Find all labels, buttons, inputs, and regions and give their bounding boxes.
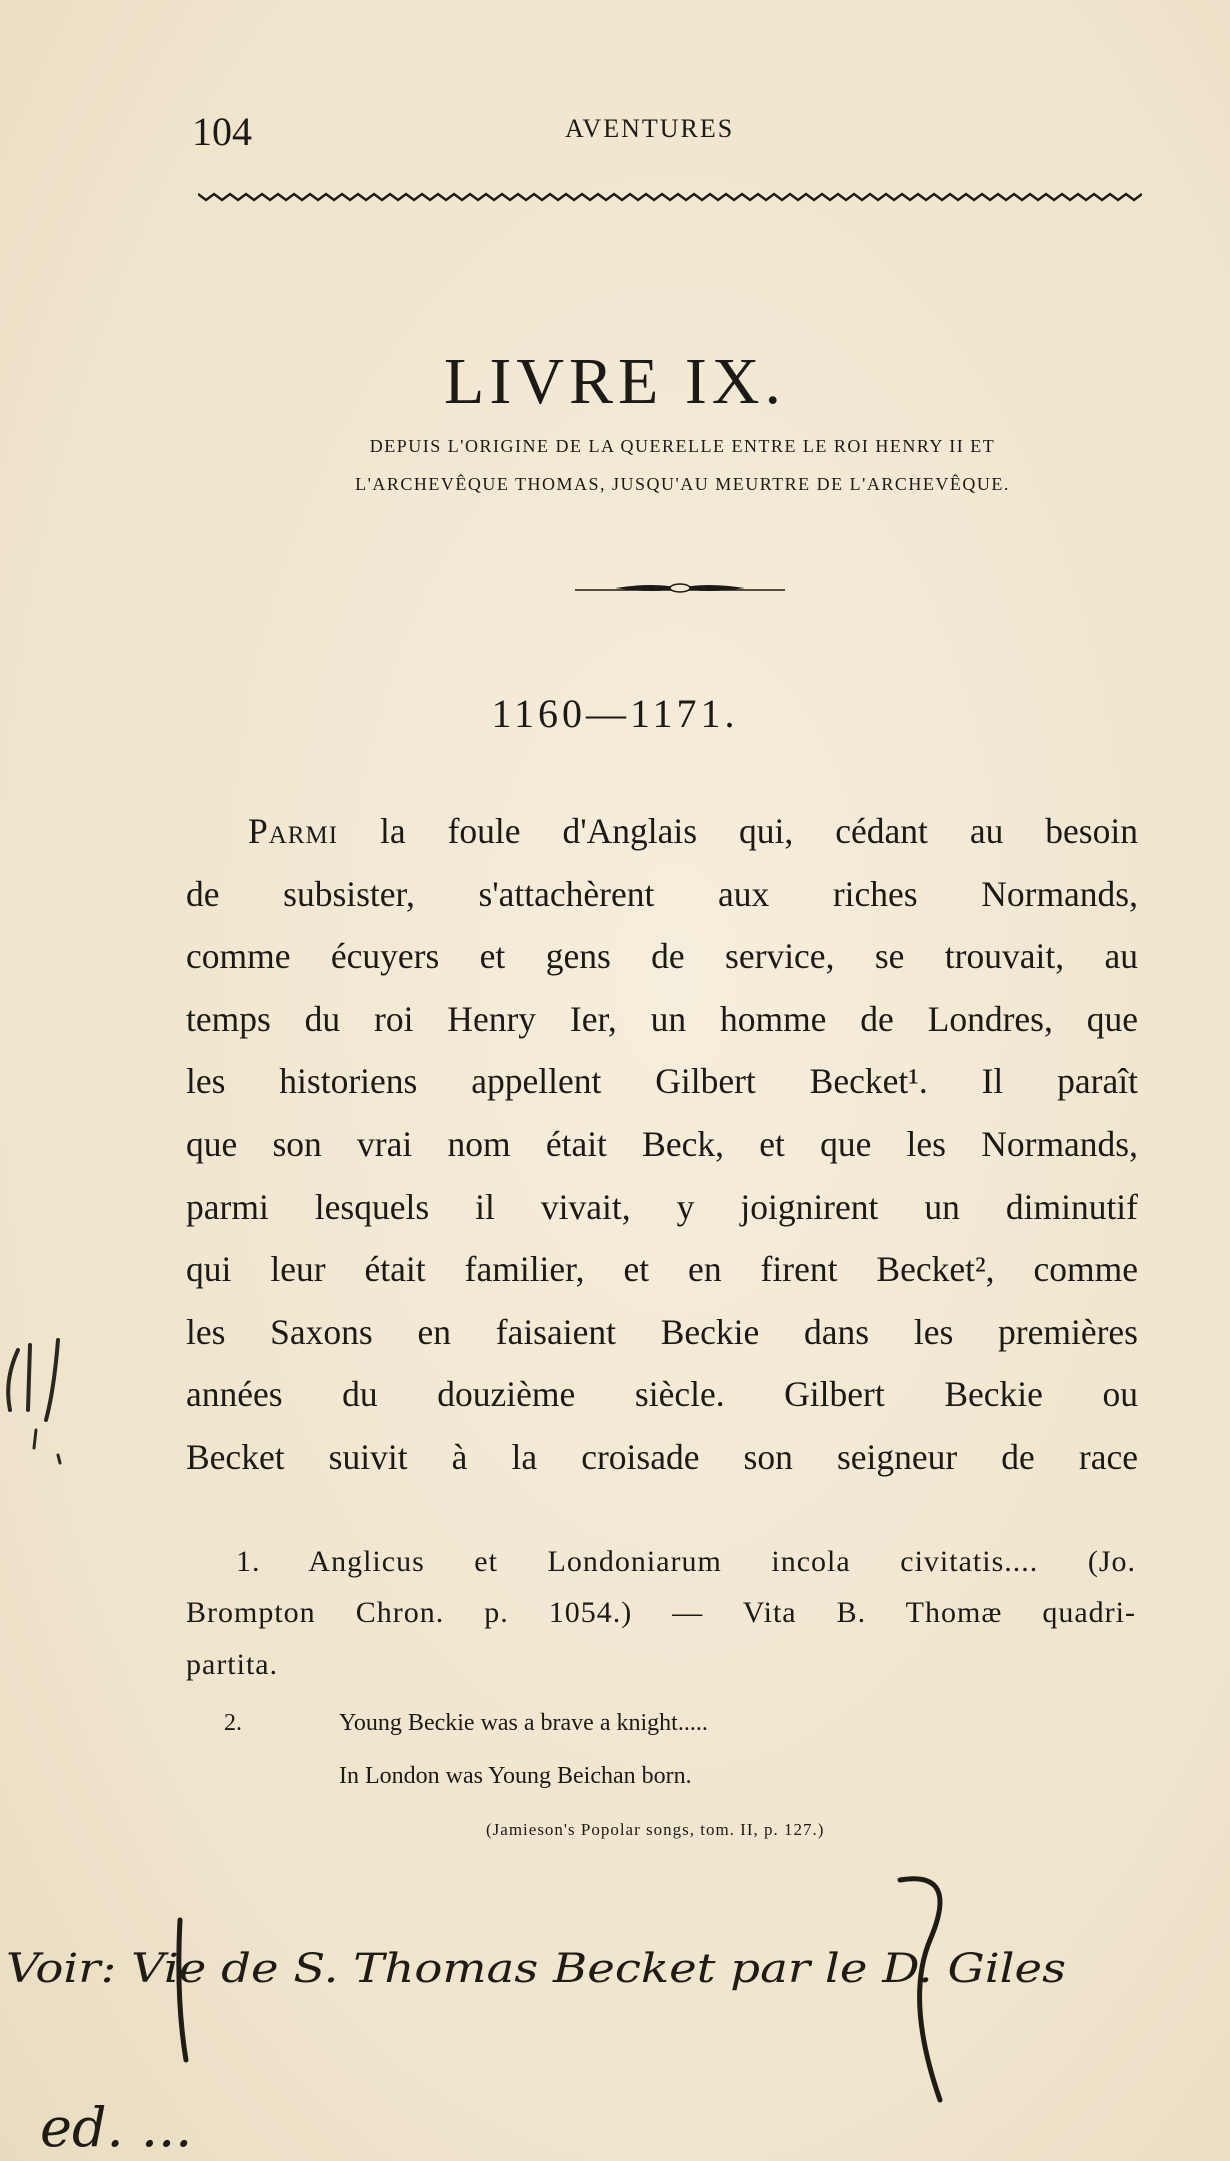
date-range: 1160—1171. <box>491 691 739 736</box>
running-head <box>0 108 1230 154</box>
page-number: 104 <box>192 109 252 154</box>
body-line <box>186 800 1138 863</box>
body-line: comme écuyers et gens de service, se trouvait, au <box>186 936 1138 977</box>
footnote-1-line-2: Brompton Chron. p. 1054.) — Vita B. Thomæ quadri- <box>186 1596 1136 1629</box>
lead-word: Parmi <box>248 811 339 851</box>
body-line: que son vrai nom était Beck, et que les Normands, <box>186 1123 1138 1164</box>
body-line: années du douzième siècle. Gilbert Beckie ou <box>186 1374 1138 1415</box>
body-line: qui leur était familier, et en firent Becket², comme <box>186 1249 1138 1290</box>
subtitle-line-1: DEPUIS L'ORIGINE DE LA QUERELLE ENTRE LE ROI HENRY II ET <box>369 436 996 456</box>
body-line: de subsister, s'attachèrent aux riches Normands, <box>186 873 1138 914</box>
handwriting-line-1: Voir: Vie de S. Thomas Becket par le D. Giles <box>6 1946 1066 1992</box>
body-line: les Saxons en faisaient Beckie dans les premières <box>186 1311 1138 1352</box>
ornament-divider <box>575 580 785 596</box>
footnote-2-verse-2: In London was Young Beichan born. <box>339 1763 692 1789</box>
running-title: AVENTURES <box>565 114 735 143</box>
footnote-1-line-1: 1. Anglicus et Londoniarum incola civitatis.... (Jo. <box>236 1545 1136 1578</box>
body-line-text: la foule d'Anglais qui, cédant au besoin <box>380 811 1138 851</box>
body-line: parmi lesquels il vivait, y joignirent un diminutif <box>186 1186 1138 1227</box>
footnote-2-line-1 <box>224 1710 708 1737</box>
body-line: Becket suivit à la croisade son seigneur de race <box>186 1436 1138 1477</box>
handwritten-annotation <box>0 1860 1230 2161</box>
footnote-1-line-3: partita. <box>186 1648 279 1681</box>
footnote-2-number: 2. <box>224 1710 242 1736</box>
body-line: les historiens appellent Gilbert Becket¹. Il paraît <box>186 1061 1138 1102</box>
book-title: LIVRE IX. <box>444 345 786 419</box>
footnote-2-verse-1: Young Beckie was a brave a knight..... <box>339 1710 708 1736</box>
margin-bracket-mark <box>0 1330 110 1490</box>
footnote-2-citation: (Jamieson's Popolar songs, tom. II, p. 127.) <box>486 1820 825 1839</box>
handwriting-line-2: ed. ... <box>40 2096 193 2159</box>
body-line: temps du roi Henry Ier, un homme de Londres, que <box>186 998 1138 1039</box>
body-text <box>186 800 1138 1489</box>
zigzag-rule <box>198 190 1142 204</box>
subtitle-line-2: L'ARCHEVÊQUE THOMAS, JUSQU'AU MEURTRE DE L'ARCHEVÊQUE. <box>355 474 1010 494</box>
